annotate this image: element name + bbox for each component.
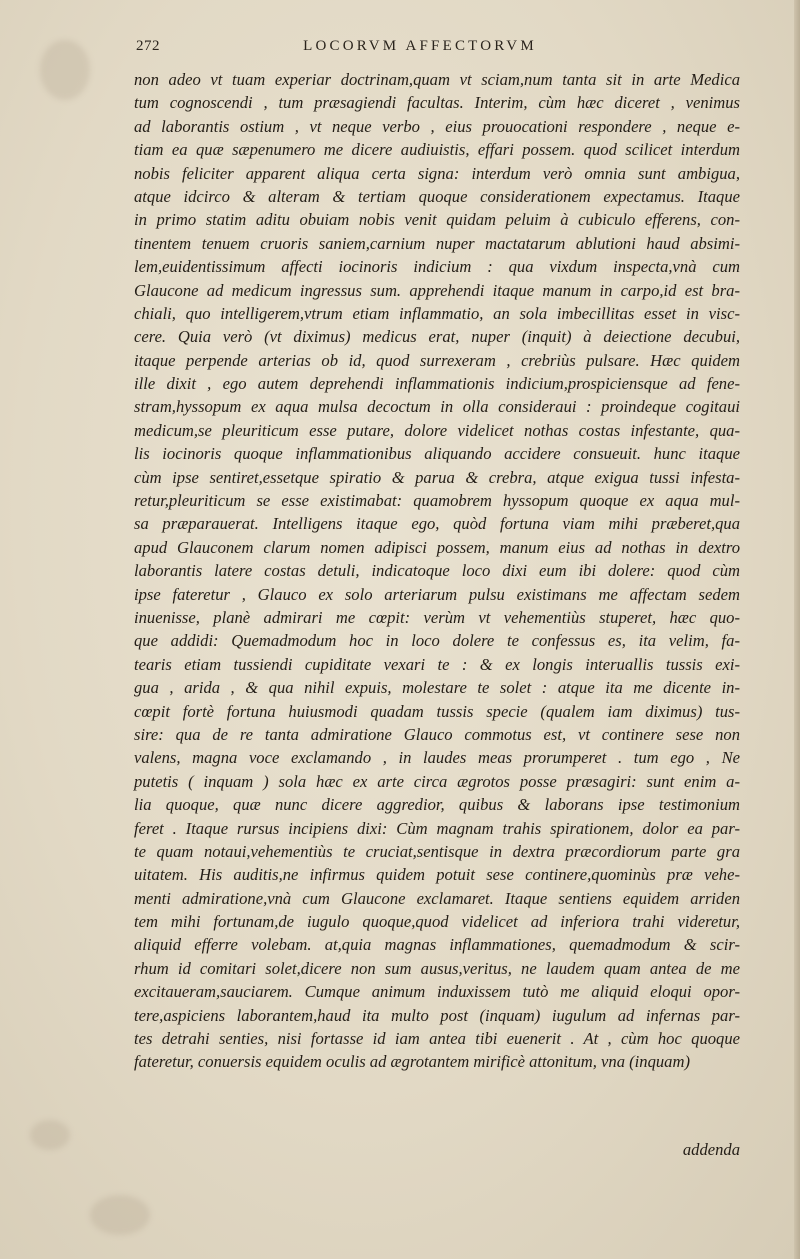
text-line: sire: qua de re tanta admiratione Glauco commotus est, vt continere sese non bbox=[134, 724, 740, 744]
page-number: 272 bbox=[136, 38, 160, 54]
text-line: stram,hyssopum ex aqua mulsa decoctum in olla consideraui : proindeque cogitaui bbox=[134, 397, 740, 417]
text-line: cœpit fortè fortuna huiusmodi quadam tussis specie (qualem iam diximus) tus- bbox=[134, 701, 740, 721]
text-line: Glaucone ad medicum ingressus sum. apprehendi itaque manum in carpo,id est bra- bbox=[134, 280, 740, 300]
page-header bbox=[100, 38, 740, 60]
text-line: lem,euidentissimum affecti iocinoris indicium : qua vixdum inspecta,vnà cum bbox=[134, 257, 740, 277]
body-text bbox=[134, 68, 740, 1074]
text-line: cere. Quia verò (vt diximus) medicus erat, nuper (inquit) à deiectione decubui, bbox=[134, 327, 740, 347]
text-line: gua , arida , & qua nihil expuis, molestare te solet : atque ita me dicente in- bbox=[134, 678, 740, 698]
text-line: ille dixit , ego autem deprehendi inflammationis indicium,prospiciensque ad fene- bbox=[134, 374, 740, 394]
paper-stain bbox=[40, 40, 90, 100]
text-line: lis iocinoris quoque inflammationibus aliquando accidere consueuit. hunc itaque bbox=[134, 444, 740, 464]
text-line: apud Glauconem clarum nomen adipisci possem, manum eius ad nothas in dextro bbox=[134, 537, 740, 557]
text-line: ipse fateretur , Glauco ex solo arteriarum pulsu existimans me affectam sedem bbox=[134, 584, 740, 604]
text-line: valens, magna voce exclamando , in laudes meas prorumperet . tum ego , Ne bbox=[134, 748, 740, 768]
text-line: que addidi: Quemadmodum hoc in loco dolere te confessus es, ita velim, fa- bbox=[134, 631, 740, 651]
page-edge bbox=[794, 0, 800, 1259]
text-line: cùm ipse sentiret,essetque spiratio & parua & crebra, atque exigua tussi infesta- bbox=[134, 467, 740, 487]
text-line: te quam notaui,vehementiùs te cruciat,sentisque in dextra præcordiorum parte gra bbox=[134, 841, 740, 861]
text-line: rhum id comitari solet,dicere non sum ausus,veritus, ne laudem quam antea de me bbox=[134, 958, 740, 978]
text-line: tem mihi fortunam,de iugulo quoque,quod videlicet ad inferiora trahi videretur, bbox=[134, 912, 740, 932]
text-line: uitatem. His auditis,ne infirmus quidem potuit sese continere,quominùs præ vehe- bbox=[134, 865, 740, 885]
catchword: addenda bbox=[682, 1140, 740, 1159]
text-line: tere,aspiciens laborantem,haud ita multo post (inquam) iugulum ad infernas par- bbox=[134, 1005, 740, 1025]
text-line: putetis ( inquam ) sola hæc ex arte circa ægrotos posse præsagiri: sunt enim a- bbox=[134, 771, 740, 791]
text-line: atque idcirco & alteram & tertiam quoque considerationem expectamus. Itaque bbox=[134, 186, 740, 206]
text-line: in primo statim aditu obuiam nobis venit quidam peluim à cubiculo efferens, con- bbox=[134, 210, 740, 230]
text-line: excitaueram,sauciarem. Cumque animum induxissem tutò me aliquid eloqui opor- bbox=[134, 982, 740, 1002]
text-line: menti admiratione,vnà cum Glaucone exclamaret. Itaque sentiens equidem arriden bbox=[134, 888, 740, 908]
text-line: fateretur, conuersis equidem oculis ad ægrotantem mirificè attonitum, vna (inquam) bbox=[134, 1052, 690, 1072]
text-line: aliquid efferre volebam. at,quia magnas inflammationes, quemadmodum & scir- bbox=[134, 935, 740, 955]
text-line: feret . Itaque rursus incipiens dixi: Cùm magnam trahis spirationem, dolor ea par- bbox=[134, 818, 740, 838]
running-head: LOCORVM AFFECTORVM bbox=[303, 38, 537, 54]
text-line: chiali, quo intelligerem,vtrum etiam inflammatio, an sola imbecillitas esset in visc- bbox=[134, 303, 740, 323]
text-line: non adeo vt tuam experiar doctrinam,quam vt sciam,num tanta sit in arte Medica bbox=[134, 70, 740, 89]
text-line: tiam ea quæ sæpenumero me dicere audiuistis, effari possem. quod scilicet interdum bbox=[134, 140, 740, 160]
paper-stain bbox=[90, 1195, 150, 1235]
text-line: tearis etiam tussiendi cupiditate vexari te : & ex longis interuallis tussis exi- bbox=[134, 654, 740, 674]
text-line: inuenisse, planè admirari me cœpit: verùm vt vehementiùs stuperet, hæc quo- bbox=[134, 607, 740, 627]
text-line: medicum,se pleuriticum esse putare, dolore videlicet nothas costas infestante, qua- bbox=[134, 420, 740, 440]
text-line: sa præparauerat. Intelligens itaque ego, quòd fortuna viam mihi præberet,qua bbox=[134, 514, 740, 534]
text-line: lia quoque, quæ nunc dicere aggredior, quibus & laborans ipse testimonium bbox=[134, 795, 740, 815]
paper-stain bbox=[30, 1120, 70, 1150]
text-line: tinentem tenuem cruoris saniem,carnium nuper mactatarum ablutioni haud absimi- bbox=[134, 233, 740, 253]
text-line: nobis feliciter apparent aliqua certa signa: interdum verò omnia sunt ambigua, bbox=[134, 163, 740, 183]
text-line: retur,pleuriticum se esse existimabat: quamobrem hyssopum quoque ex aqua mul- bbox=[134, 491, 740, 511]
text-line: ad laborantis ostium , vt neque verbo , eius prouocationi respondere , neque e- bbox=[134, 116, 740, 136]
text-line: tes detrahi senties, nisi fortasse id iam antea tibi euenerit . At , cùm hoc quoque bbox=[134, 1029, 740, 1049]
text-line: tum cognoscendi , tum præsagiendi facultas. Interim, cùm hæc diceret , venimus bbox=[134, 93, 740, 113]
text-line: laborantis latere costas detuli, indicatoque loco dixi eum ibi dolere: quod cùm bbox=[134, 561, 740, 581]
text-line: itaque perpende arterias ob id, quod surrexeram , crebriùs pulsare. Hæc quidem bbox=[134, 350, 740, 370]
